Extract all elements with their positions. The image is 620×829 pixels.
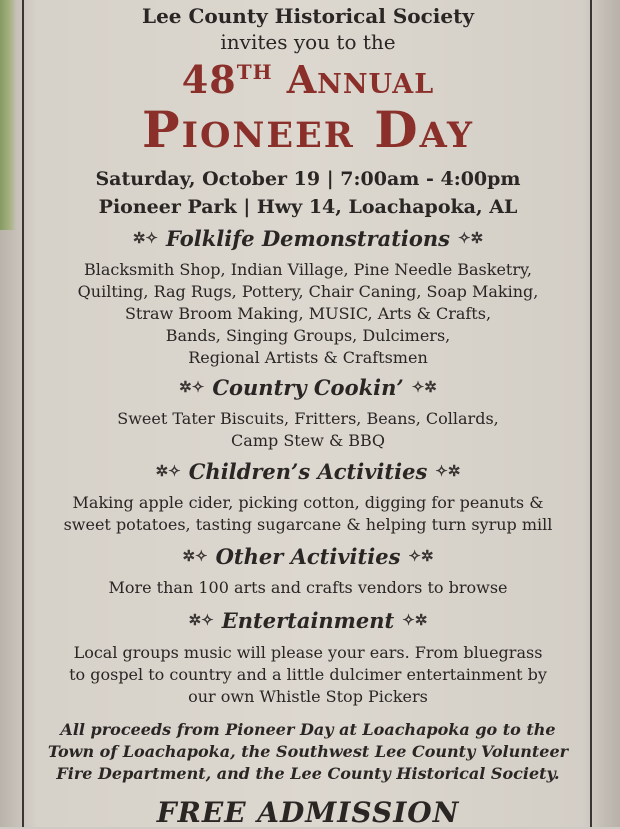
- pioneer-day-advertisement: [28, 0, 588, 827]
- section-title: Folklife Demonstrations: [166, 226, 450, 251]
- section-line: Bands, Singing Groups, Dulcimers,: [165, 326, 451, 345]
- proceeds-line: All proceeds from Pioneer Day at Loachapoka go to the: [60, 720, 556, 739]
- event-title: Pioneer Day: [141, 100, 475, 159]
- section-line: Sweet Tater Biscuits, Fritters, Beans, Collards,: [117, 409, 499, 428]
- invite-text: invites you to the: [220, 30, 396, 54]
- section-title: Country Cookin’: [212, 375, 404, 400]
- ornament-right-icon: ✧✲: [408, 547, 434, 565]
- section-line: Regional Artists & Craftsmen: [188, 348, 428, 367]
- section-line: our own Whistle Stop Pickers: [188, 687, 428, 706]
- organization-name: Lee County Historical Society: [142, 4, 474, 28]
- ornament-right-icon: ✧✲: [402, 611, 428, 629]
- ornament-left-icon: ✲✧: [132, 229, 158, 247]
- ornament-right-icon: ✧✲: [435, 462, 461, 480]
- section-line: Straw Broom Making, MUSIC, Arts & Crafts,: [124, 304, 492, 323]
- ornament-left-icon: ✲✧: [179, 378, 205, 396]
- section-title: Entertainment: [221, 608, 395, 633]
- section-line: Local groups music will please your ears. From bluegrass: [73, 643, 543, 662]
- ornament-left-icon: ✲✧: [155, 462, 181, 480]
- event-location: Pioneer Park | Hwy 14, Loachapoka, AL: [98, 196, 518, 218]
- section-heading-other: [28, 544, 588, 569]
- section-title: Children’s Activities: [188, 459, 428, 484]
- section-heading-entertainment: [28, 608, 588, 633]
- section-heading-children: [28, 459, 588, 484]
- adjacent-page-edge: [0, 0, 16, 230]
- section-line: Camp Stew & BBQ: [231, 431, 385, 450]
- annual-suffix: TH: [236, 60, 273, 84]
- ad-border-left: [22, 0, 24, 827]
- section-heading-folklife: [28, 226, 588, 251]
- section-line: Blacksmith Shop, Indian Village, Pine Needle Basketry,: [83, 260, 532, 279]
- proceeds-line: Fire Department, and the Lee County Historical Society.: [56, 764, 560, 783]
- section-line: to gospel to country and a little dulcimer entertainment by: [69, 665, 547, 684]
- event-date-time: Saturday, October 19 | 7:00am - 4:00pm: [95, 168, 521, 190]
- ornament-left-icon: ✲✧: [182, 547, 208, 565]
- annual-word: Annual: [286, 57, 435, 102]
- section-line: More than 100 arts and crafts vendors to browse: [108, 578, 508, 597]
- section-line: Making apple cider, picking cotton, digging for peanuts &: [72, 493, 544, 512]
- ornament-left-icon: ✲✧: [188, 611, 214, 629]
- annual-number: 48: [181, 57, 237, 102]
- free-admission: FREE ADMISSION: [156, 796, 460, 829]
- ornament-right-icon: ✧✲: [458, 229, 484, 247]
- annual-heading: [28, 57, 588, 102]
- section-line: sweet potatoes, tasting sugarcane & helping turn syrup mill: [63, 515, 553, 534]
- section-line: Quilting, Rag Rugs, Pottery, Chair Caning, Soap Making,: [77, 282, 539, 301]
- proceeds-line: Town of Loachapoka, the Southwest Lee County Volunteer: [47, 742, 569, 761]
- ornament-right-icon: ✧✲: [411, 378, 437, 396]
- ad-border-right: [590, 0, 592, 827]
- section-title: Other Activities: [215, 544, 401, 569]
- section-heading-cookin: [28, 375, 588, 400]
